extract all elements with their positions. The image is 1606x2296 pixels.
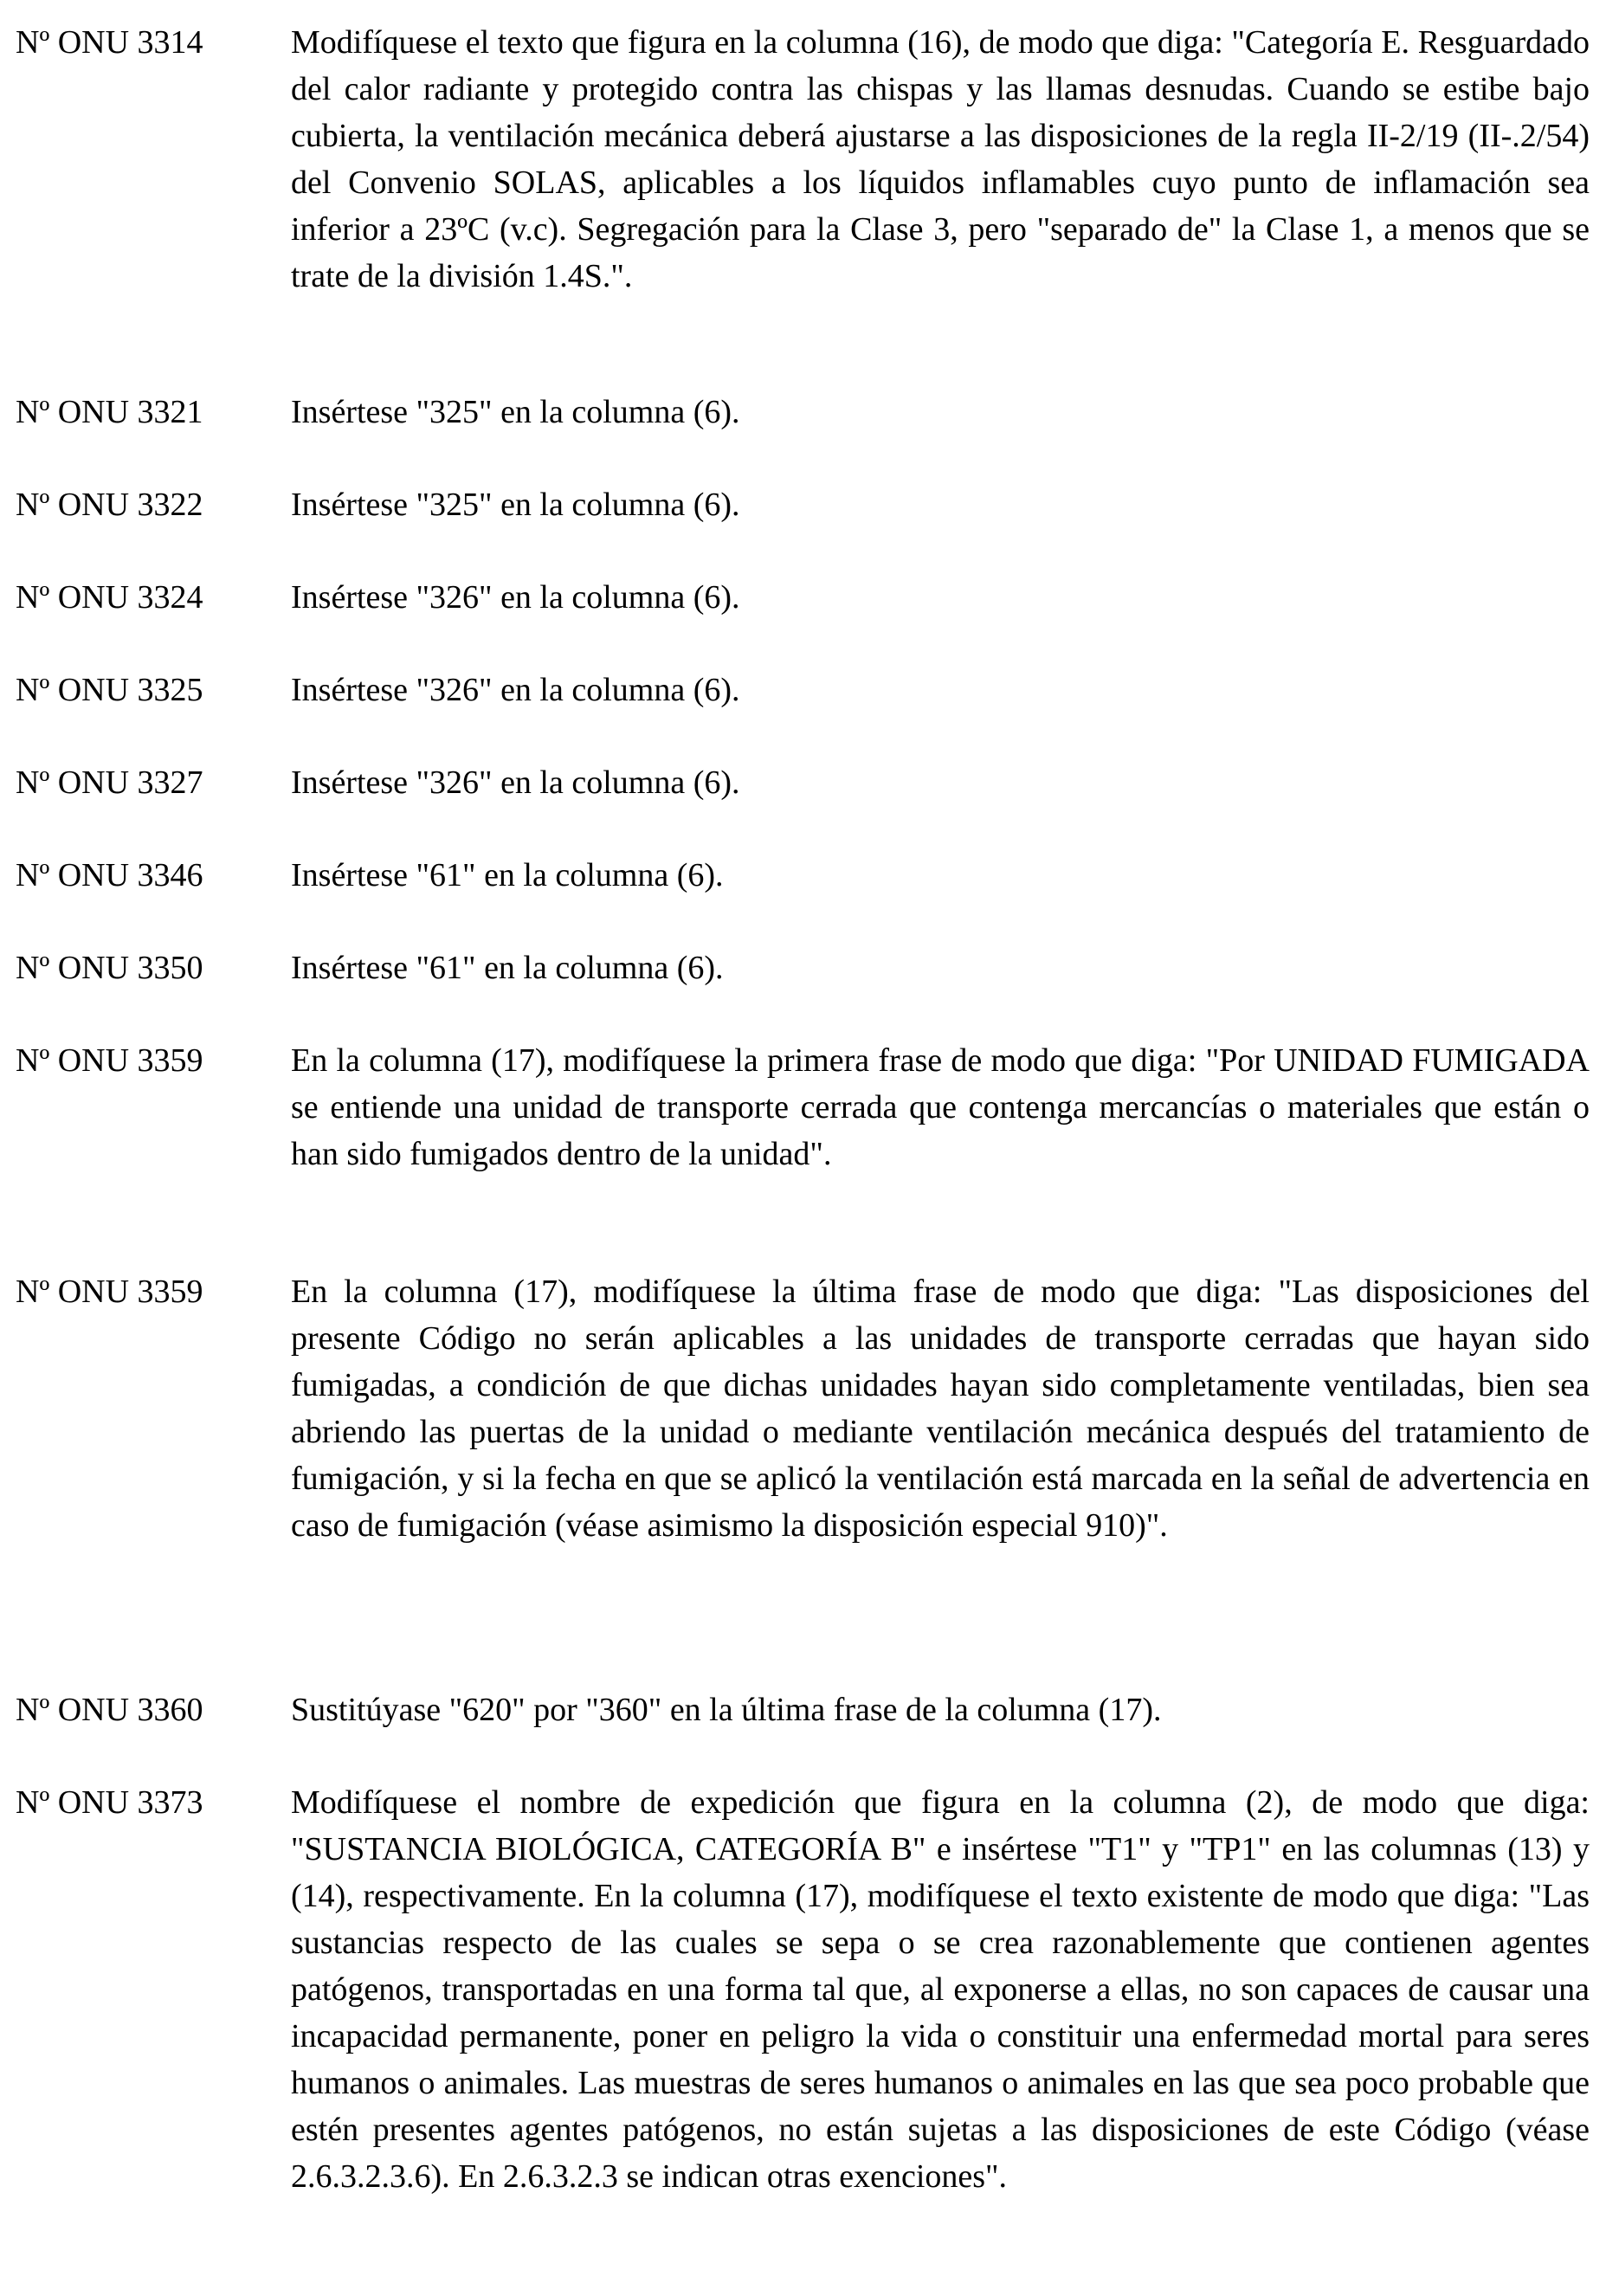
amendment-text: Insértese "326" en la columna (6).	[291, 764, 740, 801]
un-number: Nº ONU 3359	[16, 1274, 203, 1310]
amendment-text: Insértese "61" en la columna (6).	[291, 950, 724, 986]
un-number: Nº ONU 3321	[16, 394, 203, 430]
amendment-text: Insértese "326" en la columna (6).	[291, 579, 740, 616]
amendment-text: En la columna (17), modifíquese la primera frase de modo que diga: "Por UNIDAD FUMIGADA se entiende una unidad de transporte cerrada que contenga mercancías o materiales que están o han sido fumigados dentro de la unidad".	[291, 1042, 1590, 1172]
amendment-text: Sustitúyase "620" por "360" en la última frase de la columna (17).	[291, 1692, 1162, 1728]
un-number: Nº ONU 3325	[16, 672, 203, 708]
amendment-text: Insértese "325" en la columna (6).	[291, 394, 740, 430]
un-number: Nº ONU 3360	[16, 1692, 203, 1728]
un-number: Nº ONU 3346	[16, 857, 203, 893]
amendment-text: Modifíquese el nombre de expedición que figura en la columna (2), de modo que diga: "SUSTANCIA BIOLÓGICA, CATEGORÍA B" e insértese "T1" y "TP1" en las columnas (13) y (14), respectivamente. En la columna (17), modifíquese el texto existente de modo que diga: "Las sustancias respecto de las cuales se sepa o se crea razonablemente que contienen agentes patógenos, transportadas en una forma tal que, al exponerse a ellas, no son capaces de causar una incapacidad permanente, poner en peligro la vida o constituir una enfermedad mortal para seres humanos o animales. Las muestras de seres humanos o animales en las que sea poco probable que estén presentes agentes patógenos, no están sujetas a las disposiciones de este Código (véase 2.6.3.2.3.6). En 2.6.3.2.3 se indican otras exenciones".	[291, 1784, 1590, 2195]
un-number: Nº ONU 3359	[16, 1042, 203, 1079]
un-number: Nº ONU 3322	[16, 487, 203, 523]
amendment-text: Modifíquese el texto que figura en la columna (16), de modo que diga: "Categoría E. Resguardado del calor radiante y protegido contra las chispas y las llamas desnudas. Cuando se estibe bajo cubierta, la ventilación mecánica deberá ajustarse a las disposiciones de la regla II-2/19 (II-.2/54) del Convenio SOLAS, aplicables a los líquidos inflamables cuyo punto de inflamación sea inferior a 23ºC (v.c). Segregación para la Clase 3, pero "separado de" la Clase 1, a menos que se trate de la división 1.4S.".	[291, 24, 1590, 294]
amendment-text: Insértese "325" en la columna (6).	[291, 487, 740, 523]
un-number: Nº ONU 3314	[16, 24, 203, 61]
amendment-text: Insértese "326" en la columna (6).	[291, 672, 740, 708]
un-number: Nº ONU 3373	[16, 1784, 203, 1821]
un-number: Nº ONU 3327	[16, 764, 203, 801]
un-number: Nº ONU 3324	[16, 579, 203, 616]
amendment-text: En la columna (17), modifíquese la última frase de modo que diga: "Las disposiciones del presente Código no serán aplicables a las unidades de transporte cerradas que hayan sido fumigadas, a condición de que dichas unidades hayan sido completamente ventiladas, bien sea abriendo las puertas de la unidad o mediante ventilación mecánica después del tratamiento de fumigación, y si la fecha en que se aplicó la ventilación está marcada en la señal de advertencia en caso de fumigación (véase asimismo la disposición especial 910)".	[291, 1274, 1590, 1544]
amendment-text: Insértese "61" en la columna (6).	[291, 857, 724, 893]
un-number: Nº ONU 3350	[16, 950, 203, 986]
